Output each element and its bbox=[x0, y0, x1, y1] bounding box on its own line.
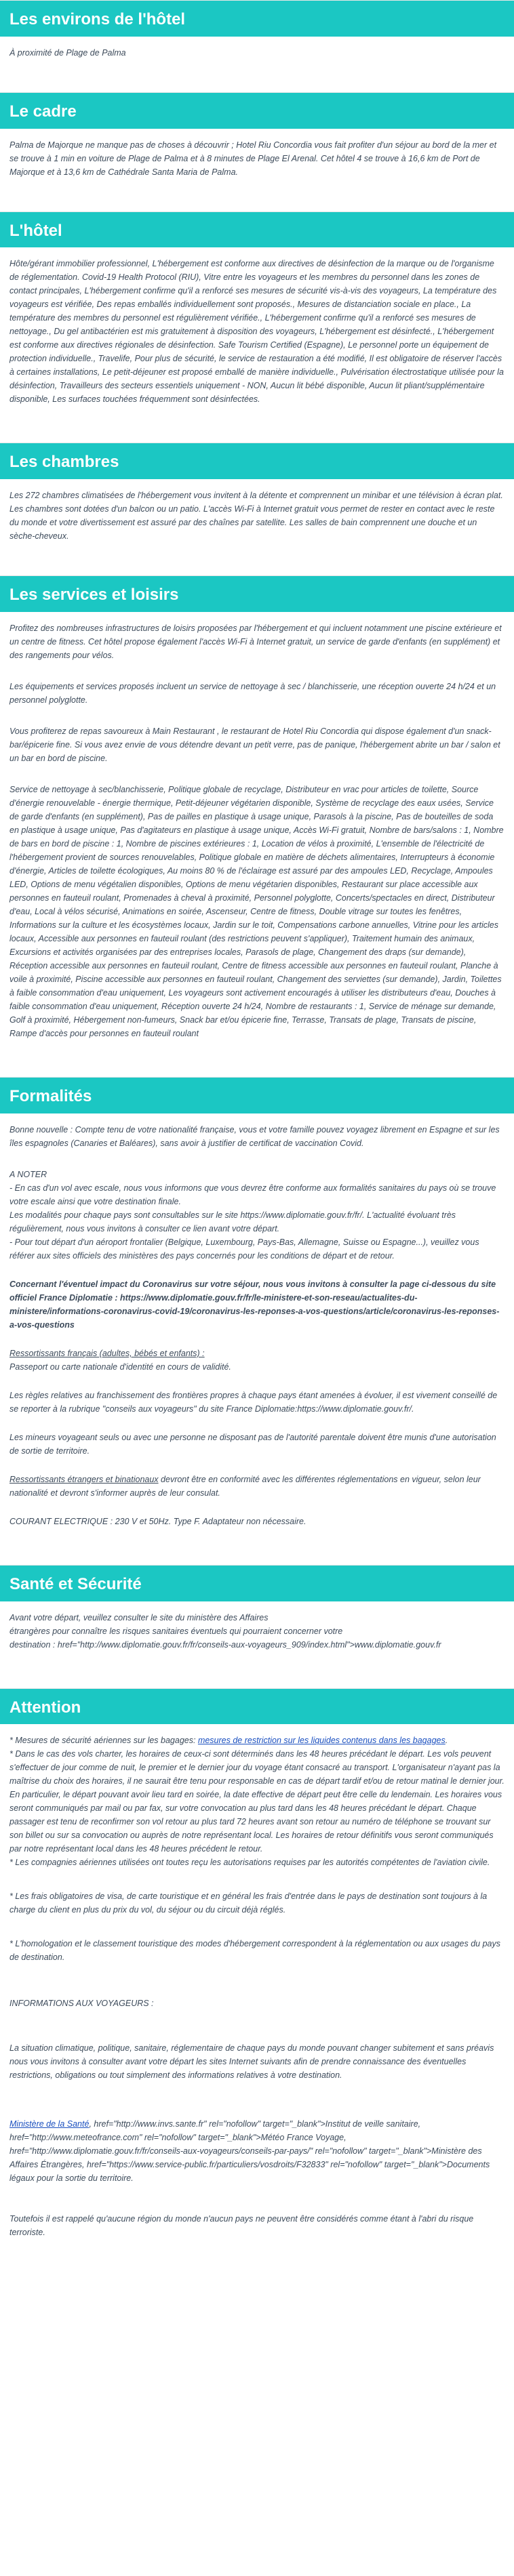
sante-l1: Avant votre départ, veuillez consulter le site du ministère des Affaires bbox=[9, 1612, 269, 1622]
section-sante bbox=[0, 1565, 514, 1688]
section-title-cadre: Le cadre bbox=[0, 92, 514, 129]
chambres-text: Les 272 chambres climatisées de l'hébergement vous invitent à la détente et comprennent un minibar et une télévision à écran plat. Les chambres sont dotées d'un balcon ou un patio. L'accès Wi-Fi à Internet gratuit vous permet de rester en contact avec le reste du monde et votre divertissement est assuré par des chaînes par satellite. Les salles de bain comprennent une douche et un sèche-cheveux. bbox=[9, 491, 503, 541]
formalites-p1: Bonne nouvelle : Compte tenu de votre nationalité française, vous et votre famille pouvez voyagez librement en Espagne et sur les îles espagnoles (Canaries et Baléares), sans avoir à justifier de certificat de vaccination Covid. bbox=[9, 1124, 500, 1148]
section-hotel bbox=[0, 211, 514, 443]
formalites-ressortissants-fr: Ressortissants français (adultes, bébés et enfants) : bbox=[9, 1348, 205, 1358]
section-attention bbox=[0, 1688, 514, 2270]
formalites-bold-text: Concernant l'éventuel impact du Coronavirus sur votre séjour, nous vous invitons à consulter la page ci-dessous du site officiel France Diplomatie : https://www.diplomatie.gouv.fr/fr/le-ministere-et-son-reseau/actualites-du-ministere/informations-coronavirus-covid-19/coronavirus-les-reponses-a-vos-questions/article/coronavirus-les-reponses-a-vos-questions bbox=[9, 1279, 500, 1330]
section-title-sante: Santé et Sécurité bbox=[0, 1565, 514, 1601]
formalites-p6: Les mineurs voyageant seuls ou avec une personne ne disposant pas de l'autorité parentale doivent être munis d'une autorisation de sortie de territoire. bbox=[9, 1432, 496, 1456]
section-cadre bbox=[0, 92, 514, 211]
attention-mesures-suffix: . bbox=[445, 1736, 448, 1746]
sante-l2: étrangères pour connaître les risques sanitaires éventuels qui pourraient concerner votre bbox=[9, 1626, 343, 1636]
section-title-hotel: L'hôtel bbox=[0, 211, 514, 248]
services-p3: Vous profiterez de repas savoureux à Main Restaurant , le restaurant de Hotel Riu Concordia qui dispose également d'un snack-bar/épicerie fine. Si vous avez envie de vous détendre devant un petit verre, pas de panique, l'hébergement abrite un bar / salon et un bar en bord de piscine. bbox=[9, 726, 500, 763]
formalites-p3: Les modalités pour chaque pays sont consultables sur le site https://www.diplomatie.gouv.fr/fr/. L'actualité évoluant très régulièrement, nous vous invitons à consulter ce lien avant votre départ. bbox=[9, 1210, 456, 1233]
formalites-ressortissants-etr: Ressortissants étrangers et binationaux bbox=[9, 1474, 159, 1484]
section-title-chambres: Les chambres bbox=[0, 443, 514, 479]
section-title-formalites: Formalités bbox=[0, 1077, 514, 1113]
formalites-p4: - Pour tout départ d'un aéroport frontalier (Belgique, Luxembourg, Pays-Bas, Allemagne, Suisse ou Espagne...), veuillez vous référer aux sites officiels des ministères des pays concernés pour les conditions de départ et de retour. bbox=[9, 1237, 479, 1261]
attention-ministere-text: , href="http://www.invs.sante.fr" rel="nofollow" target="_blank">Institut de veille sanitaire, href="http://www.meteofrance.com" rel="nofollow" target="_blank">Météo France Voyage, href="http://www.diplomatie.gouv.fr/fr/conseils-aux-voyageurs/conseils-par-pays/" rel="nofollow" target="_blank">Ministère des Affaires Étrangères, href="https://www.service-public.fr/particuliers/vosdroits/F32833" rel="nofollow" target="_blank">Documents légaux pour la sortie du territoire. bbox=[9, 2119, 490, 2184]
attention-ministere bbox=[9, 2117, 505, 2185]
hotel-text: Hôte/gérant immobilier professionnel, L'hébergement est conforme aux directives de désinfection de la marque ou de l'organisme de réglementation. Covid-19 Health Protocol (RIU), Vitre entre les voyageurs et les membres du personnel dans les zones de contact principales, L'hébergement confirme qu'il a renforcé ses mesures de sécurité vis-à-vis des voyageurs, La température des voyageurs est vérifiée, Des repas emballés individuellement sont proposés., Mesures de distanciation sociale en place., La température des membres du personnel est régulièrement vérifiée., L'hébergement confirme qu'il a renforcé ses mesures de nettoyage., Du gel antibactérien est mis gratuitement à disposition des voyageurs, L'hébergement est désinfecté., L'hébergement est conforme aux directives régionales de désinfection. Safe Tourism Certified (Espagne), Le personnel porte un équipement de protection individuelle., Travelife, Pour plus de sécurité, le service de restauration a été modifié, Il est obligatoire de réserver l'accès à certaines installations, Le petit-déjeuner est proposé emballé de manière individuelle., Pulvérisation électrostatique utilisée pour la désinfection, Travailleurs des secteurs essentiels uniquement - NON, Aucun lit bébé disponible, Aucun lit pliant/supplémentaire disponible, Les surfaces touchées fréquemment sont désinfectées. bbox=[9, 259, 504, 405]
attention-info-title: INFORMATIONS AUX VOYAGEURS : bbox=[9, 1999, 154, 2009]
attention-p7: Toutefois il est rappelé qu'aucune région du monde n'aucun pays ne peuvent être considérés comme étant à l'abri du risque terroriste. bbox=[9, 2214, 474, 2238]
services-p2: Les équipements et services proposés incluent un service de nettoyage à sec / blanchisserie, une réception ouverte 24 h/24 et un personnel polyglotte. bbox=[9, 681, 496, 705]
formalites-passeport: Passeport ou carte nationale d'identité en cours de validité. bbox=[9, 1362, 231, 1372]
formalites-p7-wrapper bbox=[9, 1473, 505, 1500]
section-chambres bbox=[0, 443, 514, 575]
cadre-text: Palma de Majorque ne manque pas de choses à découvrir ; Hotel Riu Concordia vous fait profiter d'un séjour au bord de la mer et se trouve à 1 min en voiture de Plage de Palma et à 8 minutes de Plage El Arenal. Cet hôtel 4 se trouve à 16,6 km de Port de Majorque et à 13,6 km de Cathédrale Santa Maria de Palma. bbox=[9, 140, 497, 177]
section-title-attention: Attention bbox=[0, 1688, 514, 1725]
services-p4: Service de nettoyage à sec/blanchisserie, Politique globale de recyclage, Distributeur en vrac pour articles de toilette, Source d'énergie renouvelable - énergie thermique, Petit-déjeuner végétarien disponible, Système de recyclage des eaux usées, Service de garde d'enfants (en supplément), Pas de pailles en plastique à usage unique, Parasols à la piscine, Pas de bouteilles de soda en plastique à usage unique, Pas d'agitateurs en plastique à usage unique, Accès Wi-Fi gratuit, Nombre de bars/salons : 1, Nombre de bars en bord de piscine : 1, Nombre de piscines extérieures : 1, Location de vélos à proximité, L'ensemble de l'électricité de l'hébergement provient de sources renouvelables, Politique globale en matière de déchets alimentaires, Interrupteurs à économie d'énergie, Articles de toilette écologiques, Au moins 80 % de l'éclairage est assuré par des ampoules LED, Recyclage, Ampoules LED, Options de menu végétalien disponibles, Options de menu végétarien disponibles, Restaurant sur place accessible aux personnes en fauteuil roulant, Promenades à cheval à proximité, Personnel polyglotte, Concerts/spectacles en direct, Distributeur d'eau, Local à vélos sécurisé, Animations en soirée, Ascenseur, Centre de fitness, Double vitrage sur toutes les fenêtres, Informations sur la culture et les écosystèmes locaux, Jardin sur le toit, Compensations carbone annuelles, Vitrine pour les articles locaux, Accessible aux personnes en fauteuil roulant (des restrictions peuvent s'appliquer), Traitement humain des animaux, Excursions et activités organisées par des entreprises locales, Parasols de plage, Changement des draps (sur demande), Réception accessible aux personnes en fauteuil roulant, Centre de fitness accessible aux personnes en fauteuil roulant, Planche à voile à proximité, Piscine accessible aux personnes en fauteuil roulant, Changement des serviettes (sur demande), Jardin, Toilettes à faible consommation d'eau uniquement, Les voyageurs sont activement encouragés à utiliser les distributeurs d'eau, Douches à faible consommation d'eau uniquement, Réception ouverte 24 h/24, Nombre de restaurants : 1, Service de ménage sur demande, Golf à proximité, Hébergement non-fumeurs, Snack bar et/ou épicerie fine, Terrasse, Transats de plage, Transats de piscine, Rampe d'accès pour personnes en fauteuil roulant bbox=[9, 784, 504, 1038]
formalites-p5: Les règles relatives au franchissement des frontières propres à chaque pays étant amenées à évoluer, il est vivement conseillé de se reporter à la rubrique "conseils aux voyageurs" du site France Diplomatie:https://www.diplomatie.gouv.fr/. bbox=[9, 1390, 498, 1414]
formalites-p7: devront être en conformité avec les différentes réglementations en vigueur, selon leur nationalité et devront s'informer auprès de leur consulat. bbox=[9, 1474, 481, 1498]
ministere-sante-link[interactable]: Ministère de la Santé bbox=[9, 2119, 90, 2129]
attention-p2: * Les compagnies aériennes utilisées ont toutes reçu les autorisations requises par les autorités compétentes de l'aviation civile. bbox=[9, 1858, 490, 1868]
section-formalites bbox=[0, 1077, 514, 1565]
formalites-courant: COURANT ELECTRIQUE : 230 V et 50Hz. Type F. Adaptateur non nécessaire. bbox=[9, 1516, 307, 1526]
attention-mesures bbox=[9, 1734, 505, 1747]
attention-p5: La situation climatique, politique, sanitaire, réglementaire de chaque pays du monde pouvant changer subitement et sans préavis bbox=[9, 2043, 494, 2053]
attention-p1: * Dans le cas des vols charter, les horaires de ceux-ci sont déterminés dans les 48 heures précédant le départ. Les vols peuvent s'effectuer de jour comme de nuit, le premier et le dernier jour du voyage étant consacré au transport. L'organisateur n'ayant pas la maîtrise du choix des horaires, il ne saurait être tenu pour responsable en cas de départ tardif et/ou de retour matinal le dernier jour. En particulier, le départ pouvant avoir lieu tard en soirée, la date effective de départ peut être celle du lendemain. Les horaires vous seront communiqués par mail ou par fax, sur votre convocation au plus tard dans les 48 heures précédant le départ. Chaque passager est tenu de reconfirmer son vol retour au plus tard 72 heures avant son retour au numéro de téléphone se trouvant sur son billet ou sur sa convocation ou auprès de notre représentant local. Les horaires de retour définitifs vous seront communiqués par notre représentant local dans les 48 heures précédent le retour. bbox=[9, 1749, 505, 1854]
section-title-services: Les services et loisirs bbox=[0, 575, 514, 612]
section-title-environs: Les environs de l'hôtel bbox=[0, 0, 514, 37]
section-environs bbox=[0, 0, 514, 92]
attention-p4: * L'homologation et le classement touristique des modes d'hébergement correspondent à la réglementation ou aux usages du pays de destination. bbox=[9, 1939, 500, 1963]
liquids-restriction-link[interactable]: mesures de restriction sur les liquides contenus dans les bagages bbox=[197, 1736, 446, 1746]
attention-mesures-prefix: * Mesures de sécurité aériennes sur les bagages: bbox=[9, 1736, 198, 1746]
formalites-a-noter: A NOTER bbox=[9, 1169, 47, 1179]
section-services bbox=[0, 575, 514, 1077]
attention-p6: nous vous invitons à consulter avant votre départ les sites Internet suivants afin de prendre connaissance des éventuelles restrictions, obligations ou tout simplement des informations relatives à votre destination. bbox=[9, 2057, 467, 2081]
attention-p3: * Les frais obligatoires de visa, de carte touristique et en général les frais d'entrée dans le pays de destination sont toujours à la charge du client en plus du prix du vol, du séjour ou du circuit déjà réglés. bbox=[9, 1892, 488, 1915]
sante-l3: destination : href="http://www.diplomatie.gouv.fr/fr/conseils-aux-voyageurs_909/index.html">www.diplomatie.gouv.fr bbox=[9, 1639, 441, 1650]
environs-text: À proximité de Plage de Palma bbox=[9, 47, 126, 58]
formalites-p2: - En cas d'un vol avec escale, nous vous informons que vous devrez être conforme aux formalités sanitaires du pays où se trouve votre escale ainsi que votre destination finale. bbox=[9, 1183, 496, 1206]
services-p1: Profitez des nombreuses infrastructures de loisirs proposées par l'hébergement et qui incluent notamment une piscine extérieure et un centre de fitness. Cet hôtel propose également l'accès Wi-Fi à Internet gratuit, un service de garde d'enfants (en supplément) et des rangements pour vélos. bbox=[9, 623, 502, 660]
